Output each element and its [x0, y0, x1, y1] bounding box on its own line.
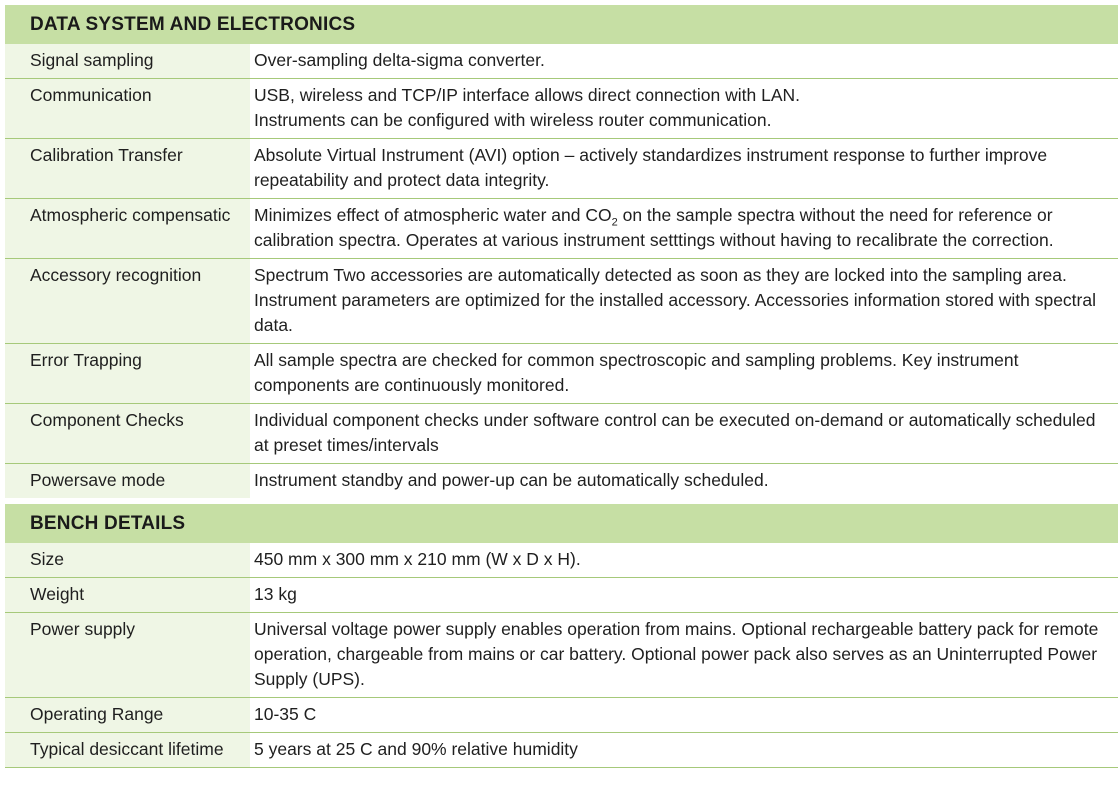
spec-value-line: Instruments can be configured with wireless router communication.	[254, 110, 772, 130]
spec-value-line: USB, wireless and TCP/IP interface allows direct connection with LAN.	[254, 85, 800, 105]
spec-row-weight	[5, 578, 1118, 613]
spec-row-size	[5, 543, 1118, 578]
spec-row-communication	[5, 79, 1118, 139]
spec-value	[250, 79, 1118, 138]
spec-value	[250, 199, 1118, 258]
spec-label: Calibration Transfer	[5, 139, 250, 198]
spec-row-atmospheric-compensation	[5, 199, 1118, 259]
spec-label: Accessory recognition	[5, 259, 250, 343]
spec-label: Atmospheric compensatic	[5, 199, 250, 258]
spec-row-power-supply	[5, 613, 1118, 698]
section-header-data-system: DATA SYSTEM AND ELECTRONICS	[5, 5, 1118, 44]
spec-value: All sample spectra are checked for common spectroscopic and sampling problems. Key instrument components are continuously monitored.	[250, 344, 1118, 403]
spec-value: Universal voltage power supply enables operation from mains. Optional rechargeable battery pack for remote operation, chargeable from mains or car battery. Optional power pack also serves as an Uninterrupted Power Supply (UPS).	[250, 613, 1118, 697]
spec-label: Size	[5, 543, 250, 577]
spec-value	[250, 259, 1118, 343]
spec-value-part: on the sample spectra without the need for reference or calibration spectra. Operates at various instrument setttings without having to recalibrate the correction.	[254, 205, 1054, 250]
spec-label: Power supply	[5, 613, 250, 697]
spec-value: 13 kg	[250, 578, 1118, 612]
spec-label: Component Checks	[5, 404, 250, 463]
spec-row-signal-sampling	[5, 44, 1118, 79]
spec-value-line: Instrument parameters are optimized for the installed accessory. Accessories information stored with spectral data.	[254, 290, 1096, 335]
spec-label: Weight	[5, 578, 250, 612]
subscript: 2	[611, 216, 618, 229]
spec-value: Instrument standby and power-up can be automatically scheduled.	[250, 464, 1118, 498]
spec-label: Operating Range	[5, 698, 250, 732]
spec-value: 5 years at 25 C and 90% relative humidity	[250, 733, 1118, 767]
spec-value: Over-sampling delta-sigma converter.	[250, 44, 1118, 78]
spec-row-error-trapping	[5, 344, 1118, 404]
spec-row-operating-range	[5, 698, 1118, 733]
spec-value-line: Spectrum Two accessories are automatically detected as soon as they are locked into the sampling area.	[254, 265, 1067, 285]
spec-value: Individual component checks under software control can be executed on-demand or automatically scheduled at preset times/intervals	[250, 404, 1118, 463]
spec-row-component-checks	[5, 404, 1118, 464]
spec-label: Error Trapping	[5, 344, 250, 403]
spec-row-calibration-transfer	[5, 139, 1118, 199]
spec-value: Absolute Virtual Instrument (AVI) option – actively standardizes instrument response to further improve repeatability and protect data integrity.	[250, 139, 1118, 198]
spec-value: 10-35 C	[250, 698, 1118, 732]
spec-row-accessory-recognition	[5, 259, 1118, 344]
section-header-bench-details: BENCH DETAILS	[5, 504, 1118, 543]
spec-sheet	[5, 5, 1118, 768]
spec-row-powersave-mode	[5, 464, 1118, 498]
spec-label: Typical desiccant lifetime	[5, 733, 250, 767]
spec-value-part: Minimizes effect of atmospheric water and CO	[254, 205, 612, 225]
spec-label: Powersave mode	[5, 464, 250, 498]
spec-label: Signal sampling	[5, 44, 250, 78]
spec-row-desiccant-lifetime	[5, 733, 1118, 768]
spec-value: 450 mm x 300 mm x 210 mm (W x D x H).	[250, 543, 1118, 577]
spec-label: Communication	[5, 79, 250, 138]
